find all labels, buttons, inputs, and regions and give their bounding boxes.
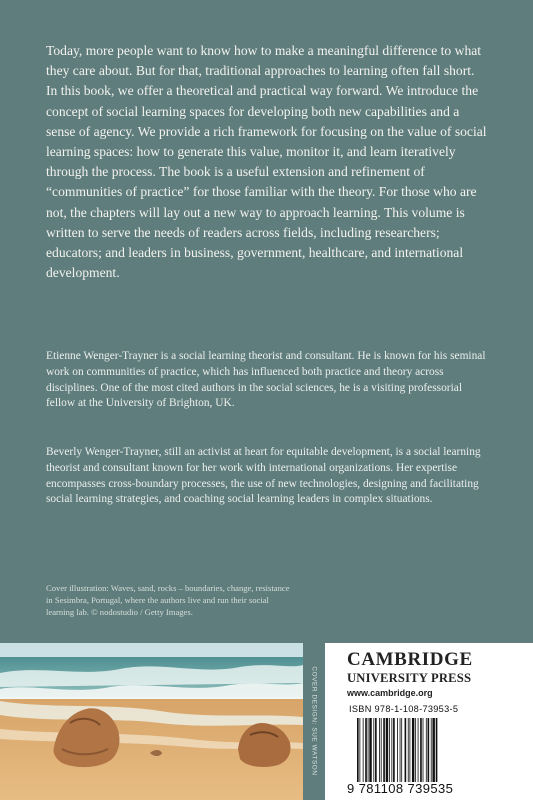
cover-design-credit (307, 646, 321, 796)
cover-design-text: COVER DESIGN: SUE WATSON (310, 666, 318, 776)
publisher-panel (325, 643, 533, 800)
barcode-icon (355, 718, 505, 782)
publisher-name: CAMBRIDGE (347, 649, 473, 670)
author-bio-etienne: Etienne Wenger-Trayner is a social learning theorist and consultant. He is known for his seminal work on communities of practice, which has influenced both practice and theory across disciplines. One of the most cited authors in the social sciences, he is a visiting professorial fellow at the University of Brighton, UK. (46, 350, 486, 410)
book-description: Today, more people want to know how to make a meaningful difference to what they care about. But for that, traditional approaches to learning often fall short. In this book, we offer a theoretical and practical way forward. We introduce the concept of social learning spaces for developing both new capabilities and a sense of agency. We provide a rich framework for focusing on the value of social learning spaces: how to generate this value, monitor it, and learn iteratively through the process. The book is a useful extension and refinement of “communities of practice” for those familiar with the theory. For those who are not, the chapters will lay out a new way to approach learning. This volume is written to serve the needs of readers across fields, including researchers; educators; and leaders in business, government, healthcare, and international development. (46, 43, 487, 281)
publisher-subtitle: UNIVERSITY PRESS (347, 671, 472, 685)
publisher-url: www.cambridge.org (347, 688, 433, 698)
barcode-digits: 9 781108 739535 (347, 781, 454, 796)
cover-illustration-credit: Cover illustration: Waves, sand, rocks – boundaries, change, resistance in Sesimbra, Portugal, where the authors live and run their social learning lab. © nodostudio / Getty Images. (46, 583, 290, 618)
beach-illustration (0, 643, 303, 800)
author-bio-beverly: Beverly Wenger-Trayner, still an activist at heart for equitable development, is a social learning theorist and consultant known for her work with international organizations. Her expertise encompasses cross-boundary processes, the use of new technologies, designing and facilitating social learning strategies, and coaching social learning leaders in complex situations. (46, 446, 481, 506)
isbn-text: ISBN 978-1-108-73953-5 (349, 704, 459, 714)
beach-photo (0, 643, 303, 800)
